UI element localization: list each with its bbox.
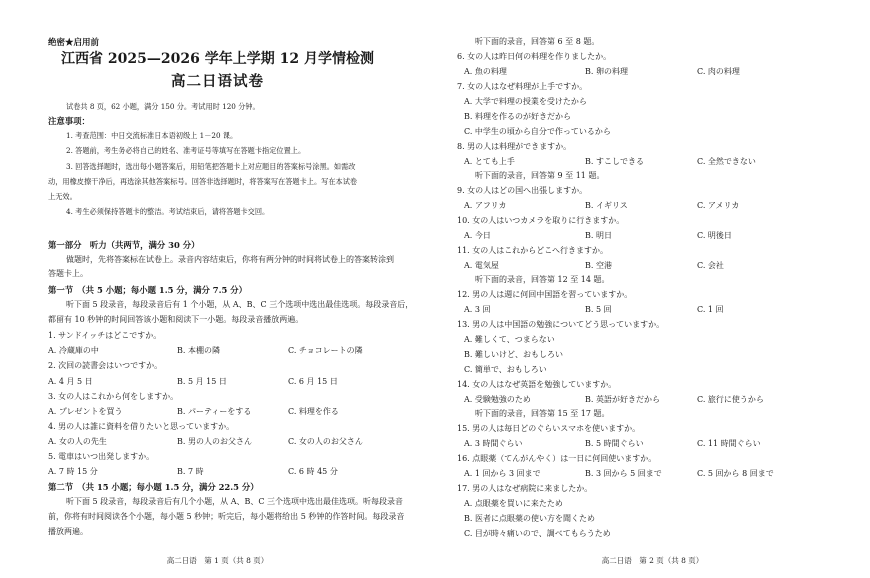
secret-label: 绝密★启用前 <box>48 38 100 48</box>
option-b: B. 料理を作るのが好きだから <box>464 112 571 121</box>
option-b: B. 医者に点眼薬の使い方を聞くため <box>464 514 595 523</box>
option-b: B. 英語が好きだから <box>585 395 660 404</box>
option-a: A. 3 回 <box>464 305 491 314</box>
question-8: 8. 男の人は料理ができますか。 <box>457 142 572 151</box>
question-7: 7. 女の人はなぜ料理が上手ですか。 <box>457 82 588 91</box>
notice-line: 1. 考查范围：中日交流标准日本语初级上 1－20 课。 <box>66 131 238 140</box>
option-a: A. 大学で料理の授業を受けたから <box>464 97 587 106</box>
question-15: 15. 男の人は毎日どのぐらいスマホを使いますか。 <box>457 424 641 433</box>
section2-instruction: 播放两遍。 <box>48 527 88 536</box>
option-b: B. 5 回 <box>585 305 612 314</box>
notice-line: 2. 答题前，考生务必将自己的姓名、准考证号等填写在答题卡指定位置上。 <box>66 146 306 155</box>
option-a: A. 女の人の先生 <box>48 437 107 446</box>
question-17: 17. 男の人はなぜ病院に来ましたか。 <box>457 484 593 493</box>
option-b: B. 卵の料理 <box>585 67 628 76</box>
option-a: A. 7 時 15 分 <box>48 467 98 476</box>
option-c: C. チョコレートの隣 <box>288 346 363 355</box>
question-10: 10. 女の人はいつカメラを取りに行きますか。 <box>457 216 625 225</box>
question-2: 2. 次回の読書会はいつですか。 <box>48 361 163 370</box>
option-a: A. 電気屋 <box>464 261 499 270</box>
section1-heading: 第一节 （共 5 小题；每小题 1.5 分，满分 7.5 分） <box>48 285 248 295</box>
option-b: B. 難しいけど、おもしろい <box>464 350 563 359</box>
section1-instruction: 都留有 10 秒钟的时间回答该小题和阅读下一小题。每段录音播放两遍。 <box>48 315 304 324</box>
option-a: A. 1 回から 3 回まで <box>464 469 541 478</box>
option-c: C. アメリカ <box>697 201 740 210</box>
option-a: A. 4 月 5 日 <box>48 377 93 386</box>
part1-instruction: 答题卡上。 <box>48 269 88 278</box>
question-1: 1. サンドイッチはどこですか。 <box>48 331 162 340</box>
exam-intro: 试卷共 8 页，62 小题，满分 150 分。考试用时 120 分钟。 <box>66 102 260 111</box>
option-b: B. 空港 <box>585 261 612 270</box>
question-5: 5. 電車はいつ出発しますか。 <box>48 452 155 461</box>
option-c: C. 簡単で、おもしろい <box>464 365 547 374</box>
option-c: C. 5 回から 8 回まで <box>697 469 774 478</box>
section1-instruction: 听下面 5 段录音，每段录音后有 1 个小题，从 A、B、C 三个选项中选出最佳选项。每段录音后， <box>66 300 414 309</box>
option-a: A. 魚の料理 <box>464 67 507 76</box>
option-b: B. 明日 <box>585 231 612 240</box>
option-b: B. すこしできる <box>585 157 644 166</box>
question-16: 16. 点眼薬（てんがんやく）は一日に何回使いますか。 <box>457 454 657 463</box>
option-a: A. 今日 <box>464 231 491 240</box>
listening-instruction: 听下面的录音，回答第 12 至 14 题。 <box>475 275 610 284</box>
section2-instruction: 听下面 5 段录音，每段录音后有几个小题，从 A、B、C 三个选项中选出最佳选项。听每段录音 <box>66 497 404 506</box>
option-a: A. プレゼントを買う <box>48 407 123 416</box>
notice-line: 动，用橡皮擦干净后，再选涂其他答案标号。回答非选择题时，将答案写在答题卡上。写在本试卷 <box>48 177 358 186</box>
question-9: 9. 女の人はどの国へ出張しますか。 <box>457 186 588 195</box>
page-footer: 高二日语 第 2 页（共 8 页） <box>601 556 704 565</box>
option-c: C. 女の人のお父さん <box>288 437 363 446</box>
option-a: A. 受験勉強のため <box>464 395 531 404</box>
notice-heading: 注意事项： <box>48 116 90 126</box>
option-b: B. 本棚の隣 <box>177 346 220 355</box>
listening-instruction: 听下面的录音，回答第 6 至 8 题。 <box>475 37 600 46</box>
listening-instruction: 听下面的录音，回答第 15 至 17 题。 <box>475 409 610 418</box>
option-c: C. 肉の料理 <box>697 67 740 76</box>
notice-line: 4. 考生必须保持答题卡的整洁。考试结束后，请将答题卡交回。 <box>66 207 270 216</box>
part1-heading: 第一部分 听力（共两节，满分 30 分） <box>48 240 200 250</box>
option-c: C. 旅行に使うから <box>697 395 764 404</box>
question-4: 4. 男の人は誰に資料を借りたいと思っていますか。 <box>48 422 235 431</box>
question-3: 3. 女の人はこれから何をしますか。 <box>48 392 179 401</box>
option-c: C. 会社 <box>697 261 724 270</box>
option-c: C. 1 回 <box>697 305 724 314</box>
option-b: B. 7 時 <box>177 467 204 476</box>
option-b: B. 3 回から 5 回まで <box>585 469 662 478</box>
part1-instruction: 做题时，先将答案标在试卷上。录音内容结束后，你将有两分钟的时间将试卷上的答案转涂到 <box>66 255 394 264</box>
exam-page-2 <box>435 0 870 578</box>
option-c: C. 6 時 45 分 <box>288 467 338 476</box>
option-a: A. アフリカ <box>464 201 507 210</box>
option-c: C. 11 時間ぐらい <box>697 439 761 448</box>
question-14: 14. 女の人はなぜ英語を勉強していますか。 <box>457 380 617 389</box>
option-b: B. パーティーをする <box>177 407 252 416</box>
option-a: A. 冷蔵庫の中 <box>48 346 99 355</box>
notice-line: 上无效。 <box>48 192 77 201</box>
option-c: C. 全然できない <box>697 157 756 166</box>
question-6: 6. 女の人は昨日何の料理を作りましたか。 <box>457 52 612 61</box>
option-b: B. 男の人のお父さん <box>177 437 252 446</box>
option-c: C. 目が時々痛いので、調べてもらうため <box>464 529 611 538</box>
notice-line: 3. 回答选择题时，选出每小题答案后，用铅笔把答题卡上对应题目的答案标号涂黑。如需改 <box>66 162 356 171</box>
section2-heading: 第二节 （共 15 小题；每小题 1.5 分，满分 22.5 分） <box>48 482 259 492</box>
option-b: B. 5 月 15 日 <box>177 377 227 386</box>
question-11: 11. 女の人はこれからどこへ行きますか。 <box>457 246 608 255</box>
option-c: C. 6 月 15 日 <box>288 377 338 386</box>
exam-subtitle: 高二日语试卷 <box>171 73 264 90</box>
option-a: A. 点眼薬を買いに来たため <box>464 499 563 508</box>
option-a: A. とても上手 <box>464 157 515 166</box>
listening-instruction: 听下面的录音，回答第 9 至 11 题。 <box>475 171 605 180</box>
option-b: B. イギリス <box>585 201 628 210</box>
option-a: A. 難しくて、つまらない <box>464 335 555 344</box>
question-12: 12. 男の人は週に何回中国語を習っていますか。 <box>457 290 633 299</box>
option-c: C. 明後日 <box>697 231 732 240</box>
exam-title: 江西省 2025—2026 学年上学期 12 月学情检测 <box>61 51 374 67</box>
option-b: B. 5 時間ぐらい <box>585 439 644 448</box>
page-footer: 高二日语 第 1 页（共 8 页） <box>166 556 269 565</box>
question-13: 13. 男の人は中国語の勉強についてどう思っていますか。 <box>457 320 665 329</box>
section2-instruction: 前，你将有时间阅读各个小题，每小题 5 秒钟；听完后，每小题将给出 5 秒钟的作答时间。每段录音 <box>48 512 405 521</box>
option-c: C. 料理を作る <box>288 407 339 416</box>
option-a: A. 3 時間ぐらい <box>464 439 523 448</box>
option-c: C. 中学生の頃から自分で作っているから <box>464 127 611 136</box>
